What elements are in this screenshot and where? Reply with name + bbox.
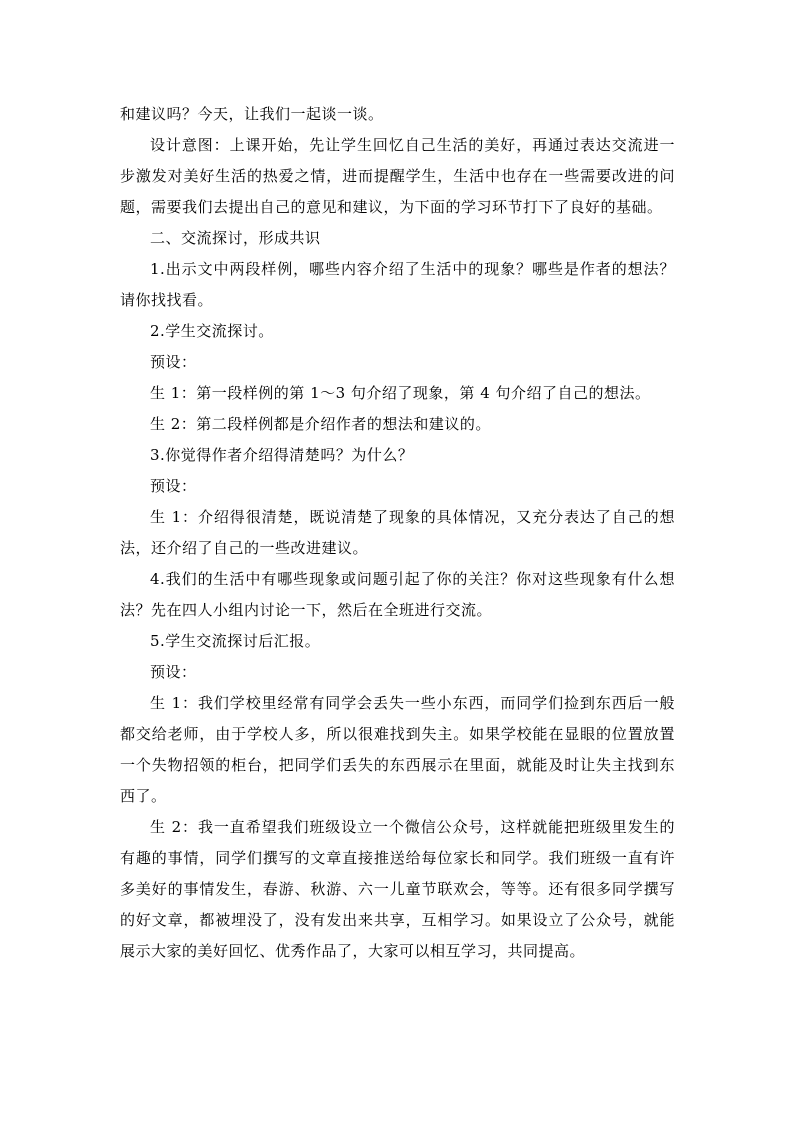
paragraph-student-2: 生 2：我一直希望我们班级设立一个微信公众号，这样就能把班级里发生的有趣的事情，同学们撰写的文章直接推送给每位家长和同学。我们班级一直有许多美好的事情发生，春游、秋游、六一儿童节联欢会，等等。还有很多同学撰写的好文章，都被埋没了，没有发出来共享，互相学习。如果设立了公众号，就能展示大家的美好回忆、优秀作品了，大家可以相互学习，共同提高。: [120, 818, 675, 960]
paragraph-step-1: 1.出示文中两段样例，哪些内容介绍了生活中的现象？哪些是作者的想法？请你找找看。: [120, 260, 675, 309]
paragraph-student-2: 生 2：第二段样例都是介绍作者的想法和建议的。: [150, 415, 491, 433]
section-heading: 二、交流探讨，形成共识: [150, 229, 321, 247]
paragraph-design-intent: 设计意图：上课开始，先让学生回忆自己生活的美好，再通过表达交流进一步激发对美好生活的热爱之情，进而提醒学生，生活中也存在一些需要改进的问题，需要我们去提出自己的意见和建议，为下面的学习环节打下了良好的基础。: [120, 136, 675, 216]
paragraph-intro-end: 和建议吗？今天，让我们一起谈一谈。: [120, 105, 384, 123]
paragraph-preset: 预设：: [150, 477, 197, 495]
paragraph-student-1: 生 1：介绍得很清楚，既说清楚了现象的具体情况，又充分表达了自己的想法，还介绍了自己的一些改进建议。: [120, 508, 675, 557]
paragraph-student-1: 生 1：我们学校里经常有同学会丢失一些小东西，而同学们捡到东西后一般都交给老师，由于学校人多，所以很难找到失主。如果学校能在显眼的位置放置一个失物招领的柜台，把同学们丢失的东西展示在里面，就能及时让失主找到东西了。: [120, 694, 675, 805]
paragraph-step-2: 2.学生交流探讨。: [150, 322, 274, 340]
paragraph-preset: 预设：: [150, 663, 197, 681]
paragraph-step-4: 4.我们的生活中有哪些现象或问题引起了你的关注？你对这些现象有什么想法？先在四人小组内讨论一下，然后在全班进行交流。: [120, 570, 675, 619]
document-page: [120, 99, 675, 967]
paragraph-student-1: 生 1：第一段样例的第 1～3 句介绍了现象，第 4 句介绍了自己的想法。: [150, 384, 651, 402]
paragraph-step-3: 3.你觉得作者介绍得清楚吗？为什么？: [150, 446, 414, 464]
paragraph-preset: 预设：: [150, 353, 197, 371]
paragraph-step-5: 5.学生交流探讨后汇报。: [150, 632, 321, 650]
